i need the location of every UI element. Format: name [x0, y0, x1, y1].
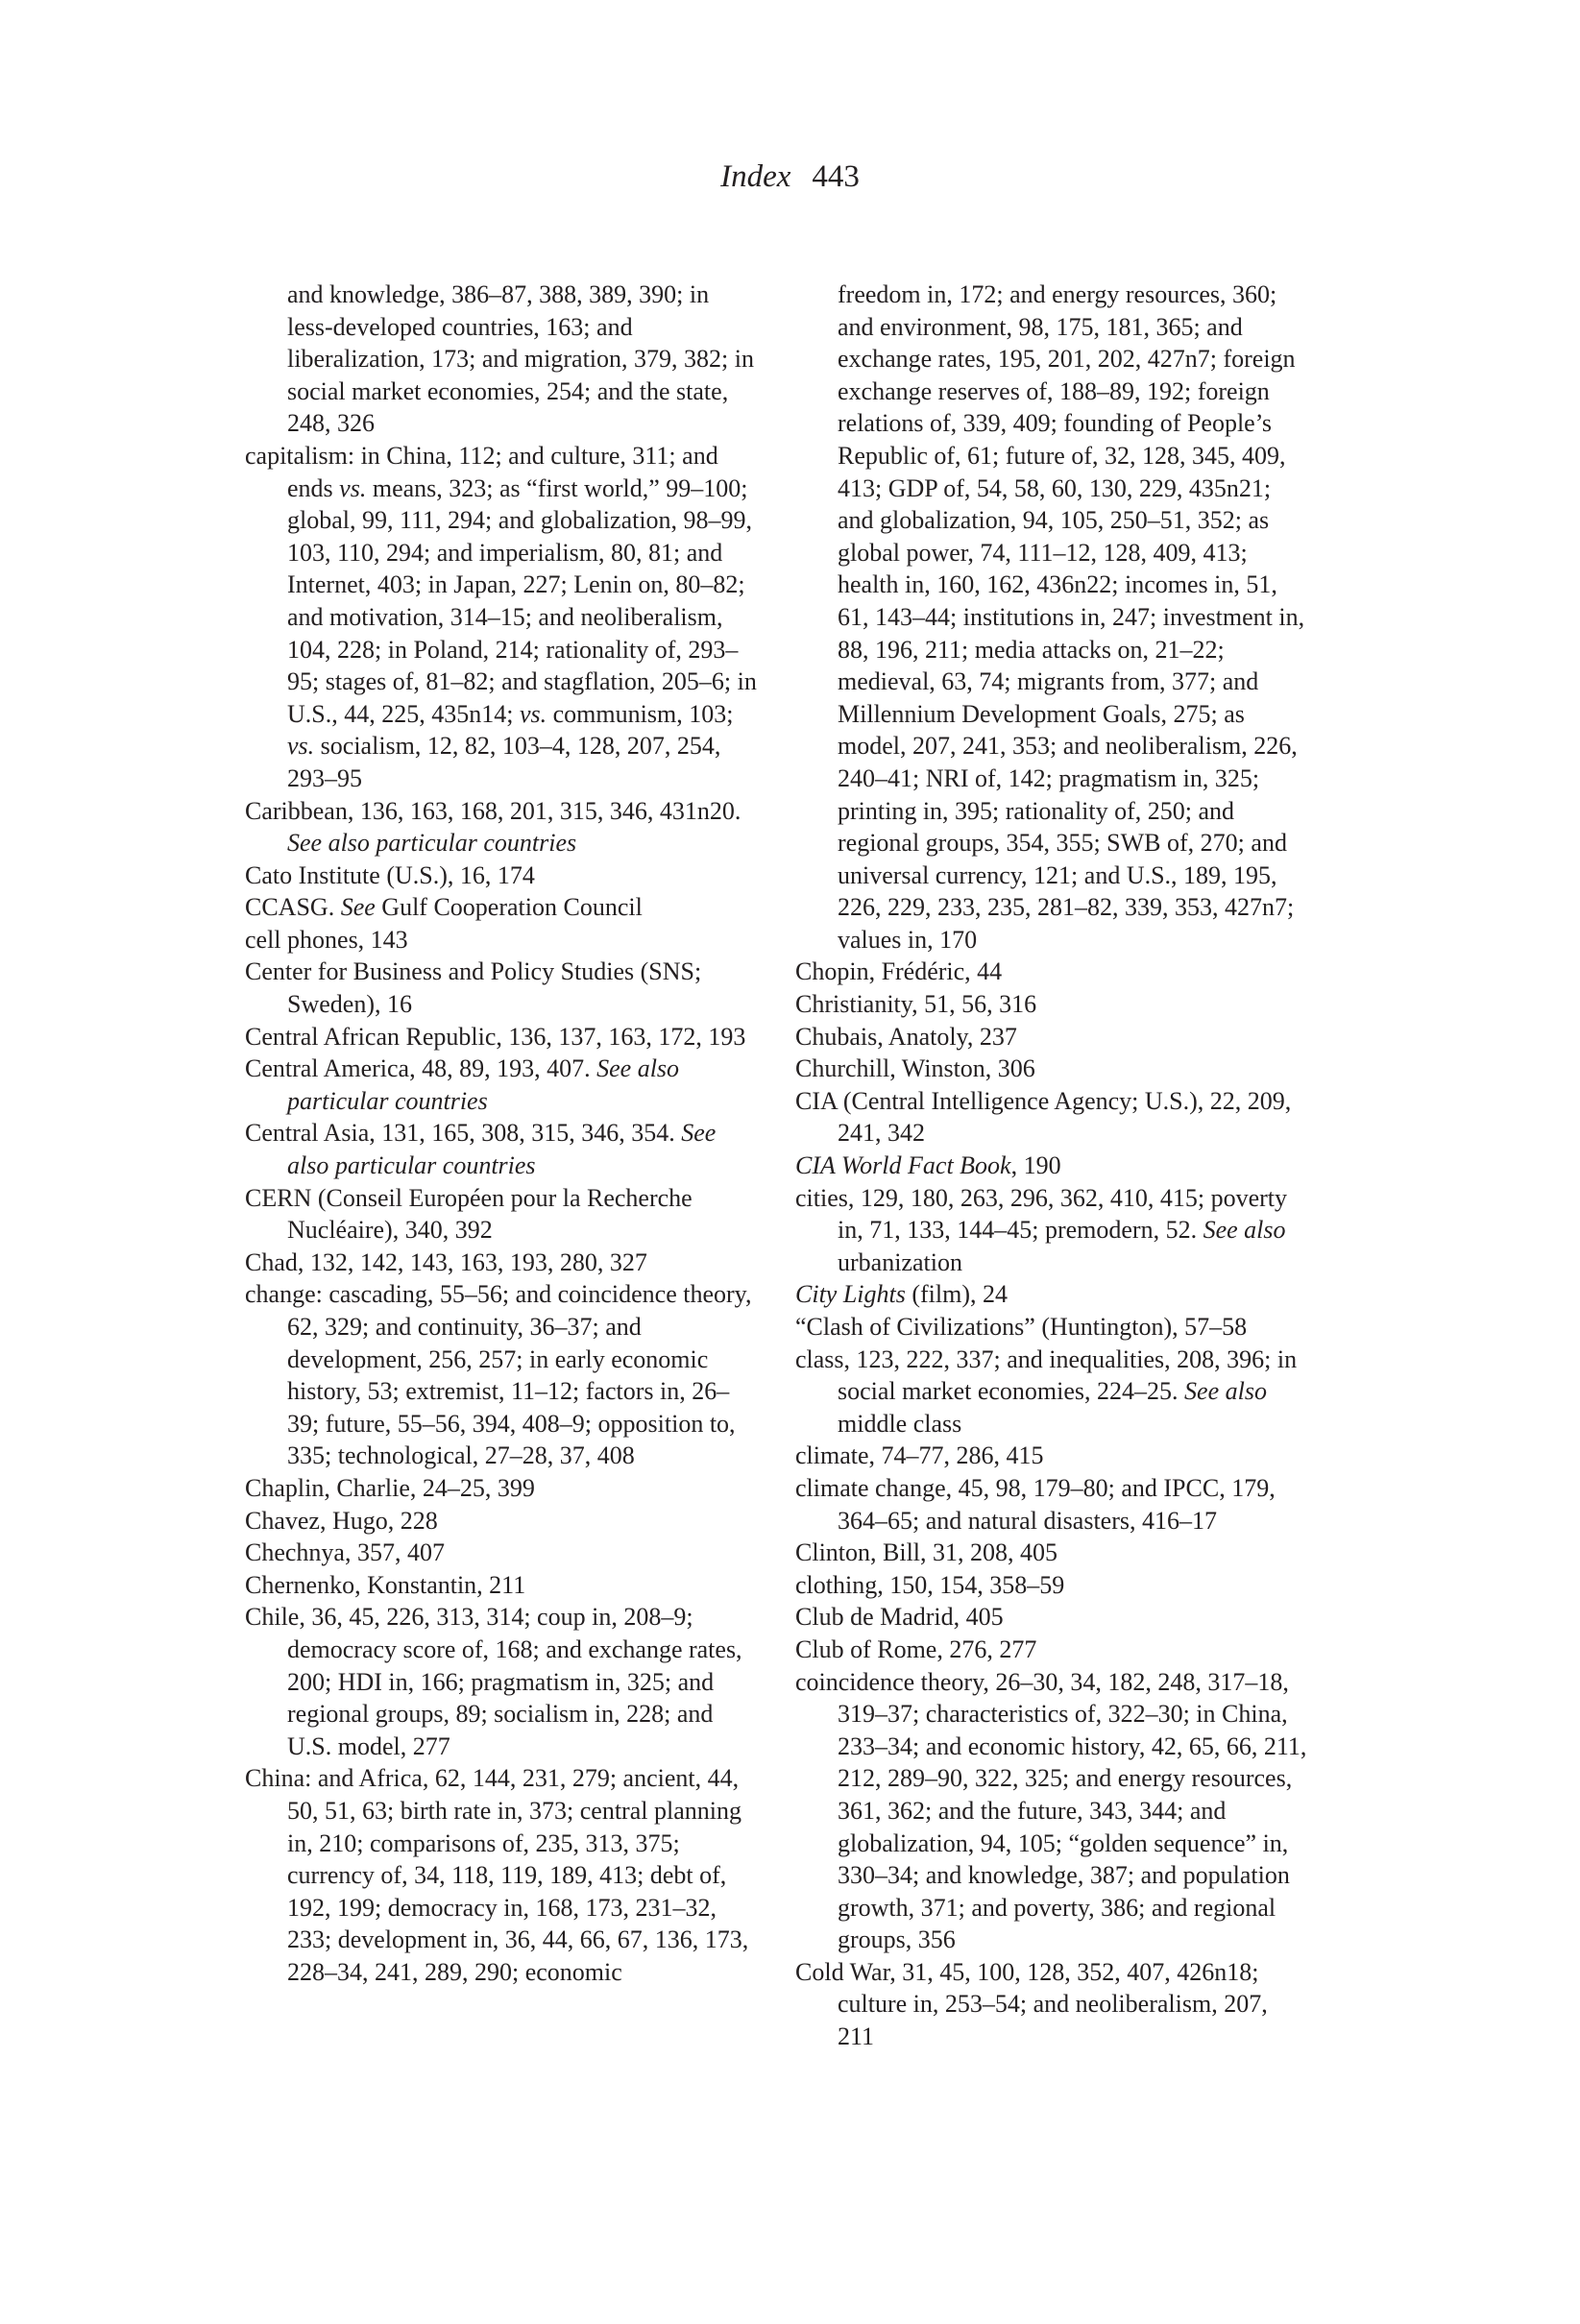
index-entry: CCASG. See Gulf Cooperation Council: [245, 893, 643, 922]
index-entry: Chechnya, 357, 407: [245, 1538, 445, 1567]
index-entry: Chopin, Frédéric, 44: [795, 957, 1003, 986]
index-entry: CIA World Fact Book, 190: [795, 1151, 1061, 1180]
index-entry: Center for Business and Policy Studies (SNS; Sweden), 16: [245, 957, 702, 1019]
index-entry: Chavez, Hugo, 228: [245, 1506, 438, 1535]
index-entry: change: cascading, 55–56; and coincidence theory, 62, 329; and continuity, 36–37; and development, 256, 257; in early economic history, 53; extremist, 11–12; factors in, 26–39; future, 55–56, 394, 408–9; opposition to, 335; technological, 27–28, 37, 408: [245, 1280, 752, 1470]
index-entry: Chubais, Anatoly, 237: [795, 1022, 1017, 1051]
index-entry: CERN (Conseil Européen pour la Recherche Nucléaire), 340, 392: [245, 1183, 693, 1245]
index-entry: China: and Africa, 62, 144, 231, 279; ancient, 44, 50, 51, 63; birth rate in, 373; central planning in, 210; comparisons of, 235, 313, 375; currency of, 34, 118, 119, 189, 413; debt of, 192, 199; democracy in, 168, 173, 231–32, 233; development in, 36, 44, 66, 67, 136, 173, 228–34, 241, 289, 290; economic: [245, 1764, 749, 1986]
index-entry: Cold War, 31, 45, 100, 128, 352, 407, 426n18; culture in, 253–54; and neoliberalism, 207, 211: [795, 1957, 1268, 2051]
running-head: [0, 157, 1580, 196]
index-entry: Central African Republic, 136, 137, 163, 172, 193: [245, 1022, 746, 1051]
index-entry: Chad, 132, 142, 143, 163, 193, 280, 327: [245, 1247, 647, 1276]
index-entry: clothing, 150, 154, 358–59: [795, 1570, 1065, 1599]
index-entry: Chile, 36, 45, 226, 313, 314; coup in, 208–9; democracy score of, 168; and exchange rates, 200; HDI in, 166; pragmatism in, 325; and regional groups, 89; socialism in, 228; and U.S. model, 277: [245, 1603, 742, 1760]
index-entry: freedom in, 172; and energy resources, 360; and environment, 98, 175, 181, 365; and exchange rates, 195, 201, 202, 427n7; foreign exchange reserves of, 188–89, 192; foreign relations of, 339, 409; founding of People’s Republic of, 61; future of, 32, 128, 345, 409, 413; GDP of, 54, 58, 60, 130, 229, 435n21; and globalization, 94, 105, 250–51, 352; as global power, 74, 111–12, 128, 409, 413; health in, 160, 162, 436n22; incomes in, 51, 61, 143–44; institutions in, 247; investment in, 88, 196, 211; media attacks on, 21–22; medieval, 63, 74; migrants from, 377; and Millennium Development Goals, 275; as model, 207, 241, 353; and neoliberalism, 226, 240–41; NRI of, 142; pragmatism in, 325; printing in, 395; rationality of, 250; and regional groups, 354, 355; SWB of, 270; and universal currency, 121; and U.S., 189, 195, 226, 229, 233, 235, 281–82, 339, 353, 427n7; values in, 170: [838, 280, 1305, 954]
index-entry: Chernenko, Konstantin, 211: [245, 1570, 526, 1599]
index-column-left: [245, 278, 760, 1988]
index-entry: Chaplin, Charlie, 24–25, 399: [245, 1473, 535, 1502]
running-head-title: Index: [720, 159, 791, 194]
index-entry: cities, 129, 180, 263, 296, 362, 410, 415; poverty in, 71, 133, 144–45; premodern, 52. See also urbanization: [795, 1183, 1288, 1276]
index-entry: Clinton, Bill, 31, 208, 405: [795, 1538, 1058, 1567]
index-entry: CIA (Central Intelligence Agency; U.S.), 22, 209, 241, 342: [795, 1086, 1292, 1148]
index-entry: class, 123, 222, 337; and inequalities, 208, 396; in social market economies, 224–25. See also middle class: [795, 1344, 1298, 1438]
index-entry: Caribbean, 136, 163, 168, 201, 315, 346, 431n20. See also particular countries: [245, 796, 741, 858]
index-entry: coincidence theory, 26–30, 34, 182, 248, 317–18, 319–37; characteristics of, 322–30; in China, 233–34; and economic history, 42, 65, 66, 211, 212, 289–90, 322, 325; and energy resources, 361, 362; and the future, 343, 344; and globalization, 94, 105; “golden sequence” in, 330–34; and knowledge, 387; and population growth, 371; and poverty, 386; and regional groups, 356: [795, 1667, 1307, 1954]
index-entry: and knowledge, 386–87, 388, 389, 390; in less-developed countries, 163; and liberalization, 173; and migration, 379, 382; in social market economies, 254; and the state, 248, 326: [287, 280, 754, 438]
index-entry: capitalism: in China, 112; and culture, 311; and ends vs. means, 323; as “first world,” 99–100; global, 99, 111, 294; and globalization, 98–99, 103, 110, 294; and imperialism, 80, 81; and Internet, 403; in Japan, 227; Lenin on, 80–82; and motivation, 314–15; and neoliberalism, 104, 228; in Poland, 214; rationality of, 293–95; stages of, 81–82; and stagflation, 205–6; in U.S., 44, 225, 435n14; vs. communism, 103; vs. socialism, 12, 82, 103–4, 128, 207, 254, 293–95: [245, 441, 757, 792]
index-entry: Club of Rome, 276, 277: [795, 1634, 1037, 1663]
index-entry: Club de Madrid, 405: [795, 1603, 1004, 1632]
page-number: 443: [812, 159, 860, 194]
index-entry: City Lights (film), 24: [795, 1280, 1009, 1309]
index-column-right: [795, 278, 1310, 2053]
index-entry: Central America, 48, 89, 193, 407. See also particular countries: [245, 1054, 680, 1115]
index-entry: cell phones, 143: [245, 925, 408, 954]
index-entry: “Clash of Civilizations” (Huntington), 57–58: [795, 1313, 1248, 1341]
index-entry: Churchill, Winston, 306: [795, 1054, 1035, 1083]
index-entry: Christianity, 51, 56, 316: [795, 990, 1037, 1019]
index-entry: climate, 74–77, 286, 415: [795, 1441, 1044, 1470]
index-entry: climate change, 45, 98, 179–80; and IPCC, 179, 364–65; and natural disasters, 416–17: [795, 1473, 1276, 1535]
index-entry: Central Asia, 131, 165, 308, 315, 346, 354. See also particular countries: [245, 1119, 717, 1180]
index-entry: Cato Institute (U.S.), 16, 174: [245, 860, 535, 889]
